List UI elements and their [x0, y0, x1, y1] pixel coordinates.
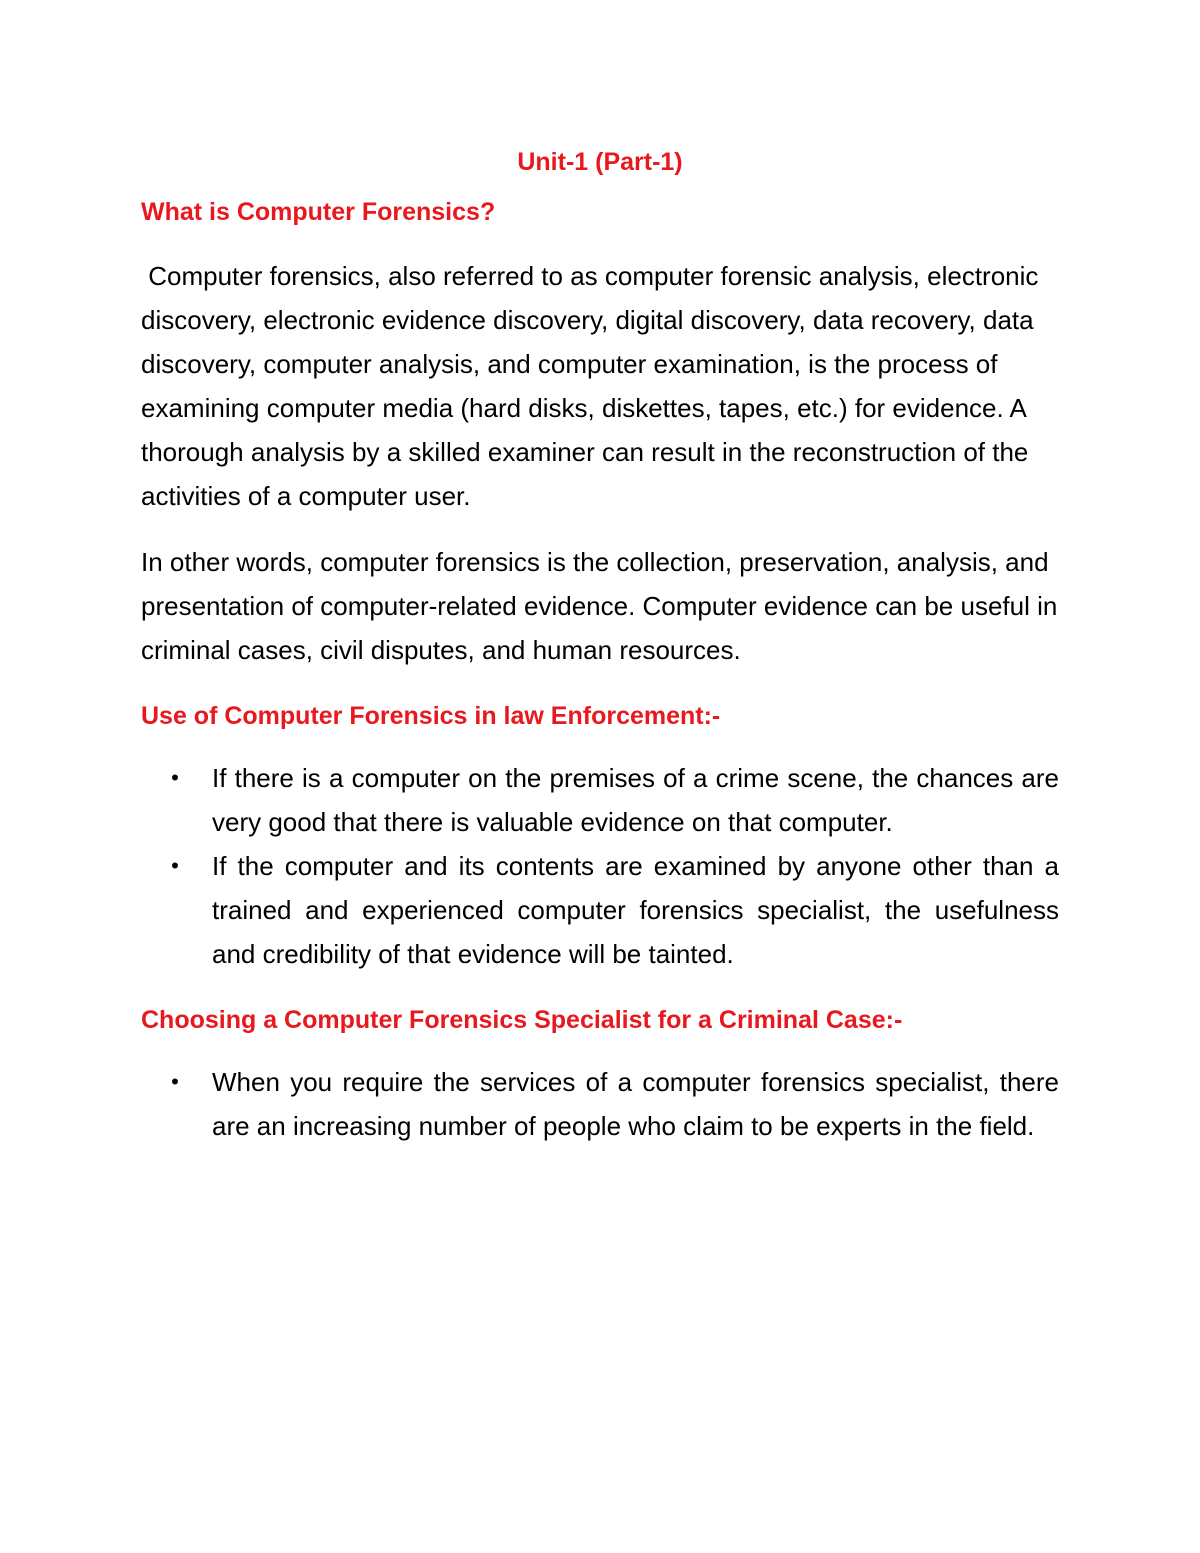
- bullet-icon: •: [171, 765, 179, 790]
- paragraph-definition: Computer forensics, also referred to as computer forensic analysis, electronic discovery, electronic evidence discovery, digital discovery, data recovery, data discovery, computer analysis, and computer examination, is the process of examining computer media (hard disks, diskettes, tapes, etc.) for evidence. A thorough analysis by a skilled examiner can result in the reconstruction of the activities of a computer user.: [141, 261, 1046, 511]
- paragraph-in-other-words: In other words, computer forensics is the collection, preservation, analysis, and presentation of computer-related evidence. Computer evidence can be useful in criminal cases, civil disputes, and human resources.: [141, 547, 1058, 665]
- list-item: [141, 844, 1059, 976]
- document-page: [141, 140, 1059, 1148]
- section-heading-what-is-computer-forensics: What is Computer Forensics?: [141, 198, 496, 226]
- section-heading-choosing-specialist: Choosing a Computer Forensics Specialist for a Criminal Case:-: [141, 1006, 903, 1034]
- list-item-text: If the computer and its contents are examined by anyone other than a trained and experienced computer forensics specialist, the usefulness and credibility of that evidence will be tainted.: [212, 851, 1059, 969]
- list-item-text: When you require the services of a computer forensics specialist, there are an increasing number of people who claim to be experts in the field.: [212, 1067, 1059, 1141]
- law-enforcement-bullet-list: [141, 756, 1059, 976]
- list-item: [141, 1060, 1059, 1148]
- choosing-specialist-bullet-list: [141, 1060, 1059, 1148]
- list-item: [141, 756, 1059, 844]
- bullet-icon: •: [171, 1069, 179, 1094]
- bullet-icon: •: [171, 853, 179, 878]
- unit-title: Unit-1 (Part-1): [517, 148, 683, 176]
- list-item-text: If there is a computer on the premises of a crime scene, the chances are very good that there is valuable evidence on that computer.: [212, 763, 1059, 837]
- section-heading-law-enforcement: Use of Computer Forensics in law Enforcement:-: [141, 702, 721, 730]
